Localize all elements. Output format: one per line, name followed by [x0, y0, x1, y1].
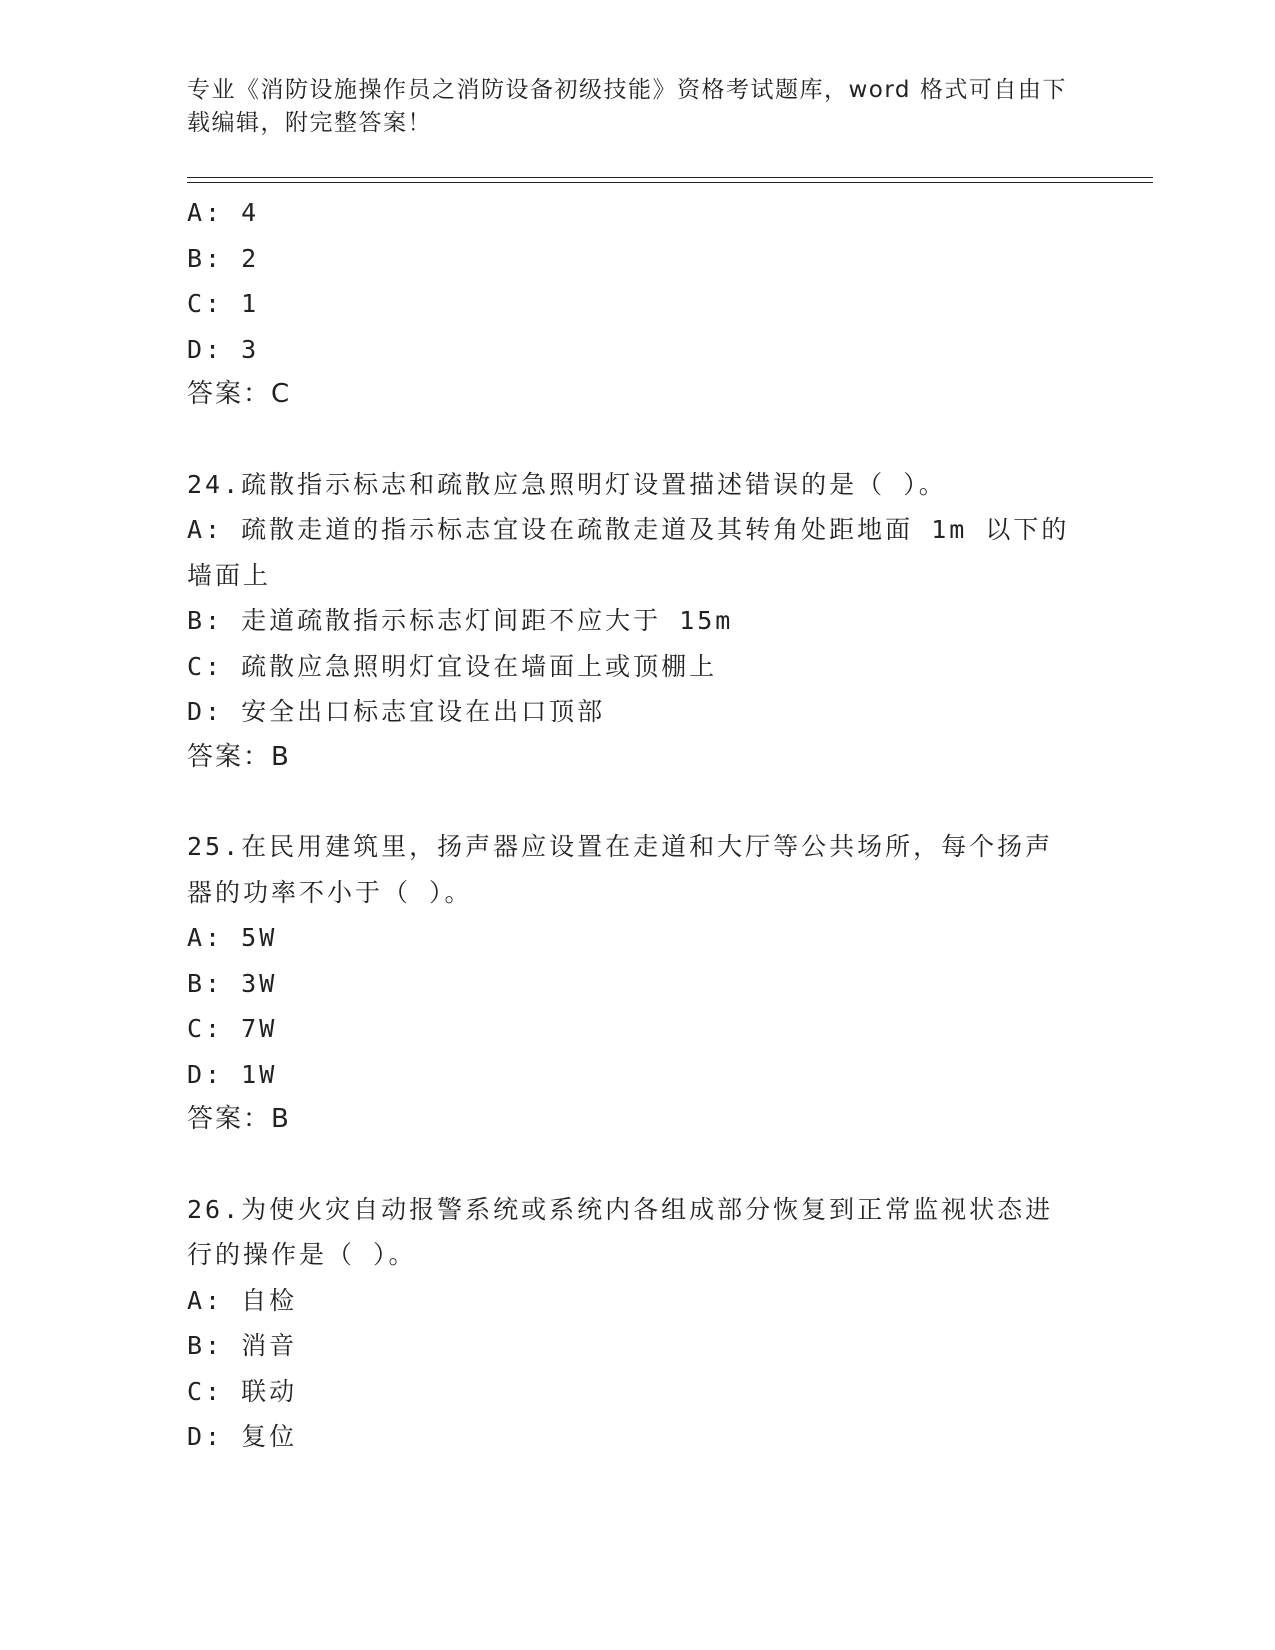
question-text: 26.为使火灾自动报警系统或系统内各组成部分恢复到正常监视状态进 [187, 1194, 1054, 1224]
option-c: C: 7W [187, 1014, 278, 1043]
question-26 [187, 1187, 1087, 1460]
option-c: C: 疏散应急照明灯宜设在墙面上或顶棚上 [187, 651, 718, 681]
option-a: A: 自检 [187, 1285, 298, 1315]
question-text-continued: 器的功率不小于（ ）。 [187, 877, 473, 907]
header-divider-top [187, 177, 1153, 178]
option-d: D: 复位 [187, 1422, 298, 1451]
question-25 [187, 824, 1087, 1143]
answer-line: 答案：C [187, 379, 292, 409]
header-divider-bottom [187, 182, 1153, 183]
option-a-continued: 墙面上 [187, 560, 272, 590]
question-text: 25.在民用建筑里，扬声器应设置在走道和大厅等公共场所，每个扬声 [187, 832, 1054, 861]
document-header [187, 74, 1067, 140]
option-c: C: 联动 [187, 1376, 298, 1406]
header-line-2: 载编辑，附完整答案！ [187, 110, 432, 136]
question-24 [187, 462, 1087, 781]
option-b: B: 2 [187, 243, 260, 273]
option-d: D: 3 [187, 334, 260, 364]
option-a: A: 4 [187, 198, 260, 227]
option-d: D: 安全出口标志宜设在出口顶部 [187, 697, 606, 726]
option-a: A: 5W [187, 923, 278, 952]
option-b: B: 消音 [187, 1331, 298, 1360]
document-body [187, 190, 1087, 1460]
header-line-1: 专业《消防设施操作员之消防设备初级技能》资格考试题库，word 格式可自由下 [187, 77, 1067, 103]
answer-line: 答案：B [187, 1104, 291, 1134]
option-c: C: 1 [187, 289, 260, 318]
question-text-continued: 行的操作是（ ）。 [187, 1240, 417, 1269]
answer-line: 答案：B [187, 741, 291, 772]
question-23-continued [187, 190, 1087, 418]
question-text: 24.疏散指示标志和疏散应急照明灯设置描述错误的是（ ）。 [187, 469, 947, 499]
option-b: B: 走道疏散指示标志灯间距不应大于 15m [187, 606, 734, 635]
option-a: A: 疏散走道的指示标志宜设在疏散走道及其转角处距地面 1m 以下的 [187, 515, 1070, 544]
option-d: D: 1W [187, 1059, 278, 1089]
option-b: B: 3W [187, 968, 278, 998]
